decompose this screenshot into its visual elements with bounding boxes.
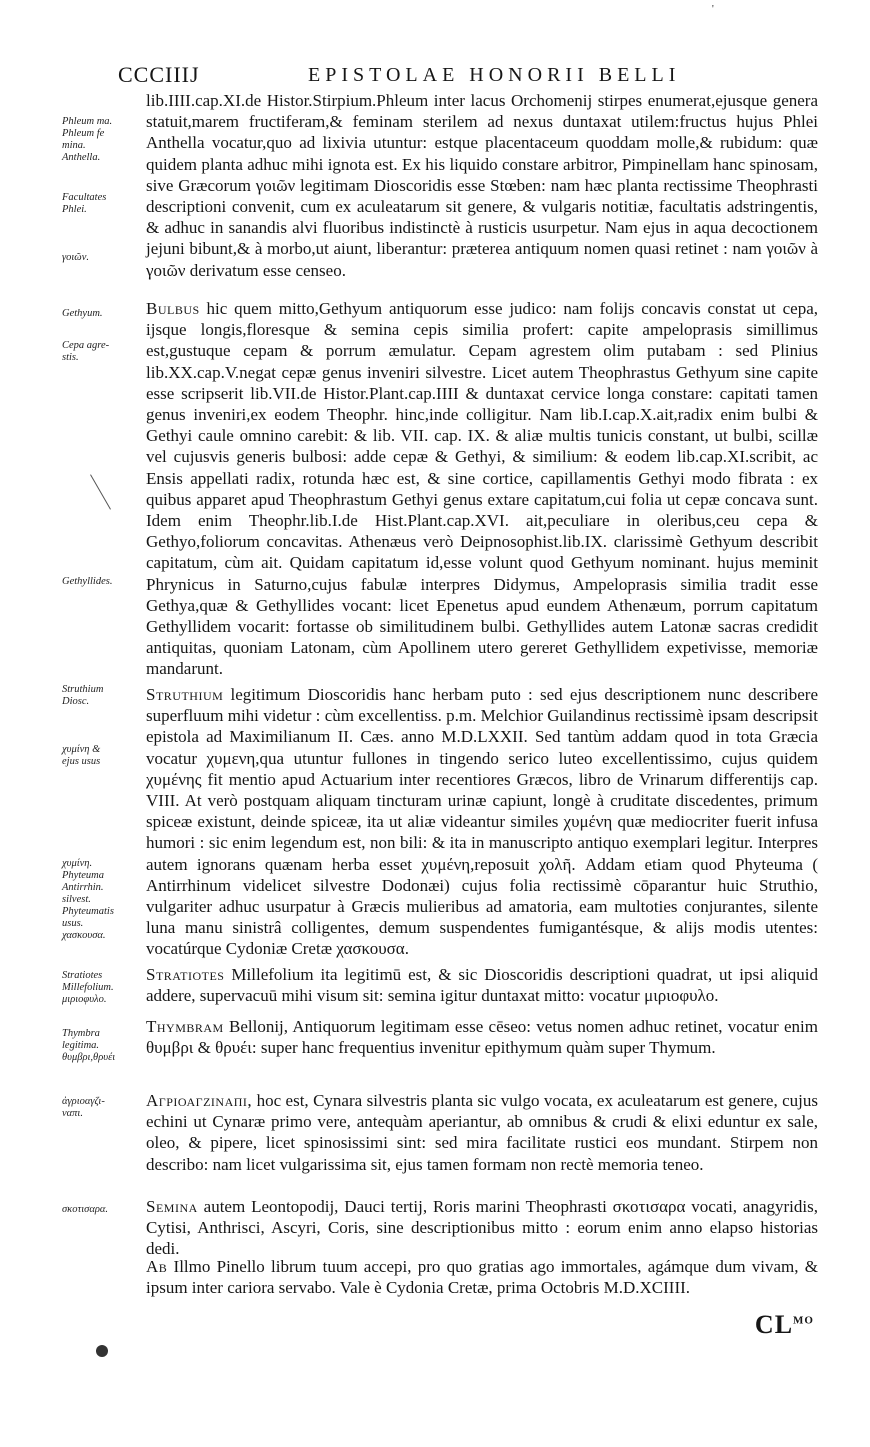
margin-line: legitima. (62, 1040, 100, 1051)
margin-line: ejus usus (62, 756, 101, 767)
margin-line: Phleum fe (62, 128, 105, 139)
margin-line: Phleum ma. (62, 116, 113, 127)
margin-line: usus. (62, 918, 84, 929)
margin-line: Phlei. (62, 204, 87, 215)
paragraph-text: hic quem mitto,Gethyum antiquorum esse judico: nam folijs concavis constat ut cepa, ijsque longis,floresque & semina cepis similia profert: capite ampeloprasis simillimus est,gustuque cepam & porrum æmulatur. Cepam agrestem olim putabam : sed Plinius lib.XX.cap.V.negat cepæ genus inveniri silvestre. Licet autem Theophrastus Gethyum sine capite esse scripserit lib.VII.de Histor.Plant.cap.IIII & duntaxat cervice longa constare: capitati tamen genus inveniri,ex eodem Theophr. hinc,inde colligitur. Nam lib.I.cap.X.ait,radix enim bulbi & Gethyi caule omnino carebit: & lib. VII. cap. IX. & aliæ multis tunicis constant, ut bulbi, scillæ vel cujusvis generis bulbosi: adde cepæ & Gethyi, & similium: & eodem lib.cap.XI.scribit, ac Ensis appellati radix, rotunda hæc est, & sine cortice, capillamentis Gethyi modo fibrata : ex quibus apparet apud Theophrastum Gethyi genus extare capitatum,cui folia ut cepæ concava sunt. Idem enim Theophr.lib.I.de Hist.Plant.cap.XVI. ait,peculiare in oleribus,ceu cepa & Gethyo,foliorum concavitas. Athenæus verò Deipnosophist.lib.IX. clarissimè Gethyum describit capitatum, cùm ait. Quidam capitatum id,esse volunt quod Gethyum nominant. hujus meminit Phrynicus in Saturno,cujus fabulæ interpres Didymus, Ampeloprasis similia tradit esse Gethya,quæ & Gethyllides vocant: licet Epenetus apud eundem Athenæum, porrum capitatum Gethyllidem vocarit: fortasse ob similitudinem bulbi. Gethyllides autem Latonæ sacras credidit antiquitas, quoniam Latonam, cùm Apollinem utero gereret Gethyllidem expetivisse, memoriæ mandarunt. (146, 299, 818, 679)
margin-line: Phyteuma (62, 870, 104, 881)
running-title: EPISTOLAE HONORII BELLI (308, 64, 681, 86)
catchword-signature (755, 1310, 814, 1340)
paragraph-thymbra (146, 1016, 818, 1058)
margin-line: χυμίνη & (62, 744, 101, 755)
margin-note-skotisara (62, 1204, 134, 1216)
margin-line: μιριοφυλο. (62, 994, 107, 1005)
paragraph-text: hoc est, Cynara silvestris planta sic vulgo vocata, ex aculeatarum est genere, cujus echini ut Cynaræ primo vere, antequàm aperiantur, ab omnibus & crudi & elixi eduntur ex sale, oleo, & pipere, licet spinosissimi sint: sed mira facilitate rustici eos mundant. Stirpem non describo: nam licet vulgarissima sit, ejus tamen formam non rectè memoria teneo. (146, 1091, 818, 1174)
paragraph-text: Bellonij, Antiquorum legitimam esse cēseo: vetus nomen adhuc retinet, vocatur enim θυμβρι & θρυέι: super hanc frequentius invenitur epithymum quàm super Thymum. (146, 1017, 818, 1058)
margin-line: θυμβρι,θρυέι (62, 1052, 116, 1063)
margin-line: mina. (62, 140, 86, 151)
paragraph-stratiotes (146, 964, 818, 1006)
paragraph-lead: Stratiotes (146, 965, 225, 984)
margin-line: silvest. (62, 894, 91, 905)
page-mark: ' (712, 4, 714, 15)
page-header (118, 62, 830, 88)
ink-speck (96, 1345, 108, 1357)
paragraph-phleum (146, 90, 818, 281)
folio-number: CCCIIIJ (118, 62, 200, 87)
margin-line: Cepa agre- (62, 340, 110, 351)
margin-line: Phyteumatis (62, 906, 114, 917)
signature-superscript: MO (793, 1314, 814, 1327)
paragraph-struthium (146, 684, 818, 960)
margin-line: Diosc. (62, 696, 90, 707)
margin-note-phyteuma (62, 858, 134, 942)
margin-line: Gethyllides. (62, 576, 113, 587)
margin-line: γοιῶν. (62, 252, 90, 263)
margin-note-gethyum (62, 308, 134, 320)
paragraph-lead: Semina (146, 1197, 198, 1216)
paragraph-lead: Struthium (146, 685, 224, 704)
margin-line: χυμίνη. (62, 858, 93, 869)
margin-line: Anthella. (62, 152, 101, 163)
paragraph-text: autem Leontopodij, Dauci tertij, Roris marini Theophrasti σκοτισαρα vocati, anagyridis, Cytisi, Anthrisci, Ascyri, Coris, sine descriptionibus mitto : eorum enim anno elapso historias dedi. (146, 1197, 818, 1259)
margin-line: ἀγριοαγζι- (62, 1096, 105, 1107)
paragraph-lead: Thymbram (146, 1017, 224, 1036)
margin-line: Facultates (62, 192, 107, 203)
margin-line: stis. (62, 352, 79, 363)
margin-note-facultates (62, 192, 134, 216)
margin-note-struthium (62, 684, 134, 708)
margin-line: Millefolium. (62, 982, 114, 993)
paragraph-lead: Ab (146, 1257, 168, 1276)
margin-line: Struthium (62, 684, 104, 695)
margin-line: σκοτισαρα. (62, 1204, 109, 1215)
margin-line: ναπι. (62, 1108, 83, 1119)
margin-note-gethyllides (62, 576, 134, 588)
margin-note-cepa (62, 340, 134, 364)
margin-note-thymbra (62, 1028, 134, 1064)
margin-note-chymene (62, 744, 134, 768)
margin-note-goion (62, 252, 134, 264)
margin-line: Antirrhin. (62, 882, 104, 893)
margin-line: Gethyum. (62, 308, 103, 319)
margin-line: Thymbra (62, 1028, 100, 1039)
paragraph-lead: Bulbus (146, 299, 200, 318)
margin-note-phleum (62, 116, 134, 164)
margin-line: Stratiotes (62, 970, 103, 981)
signature-text: CL (754, 1310, 794, 1339)
margin-note-stratiotes (62, 970, 134, 1006)
paragraph-semina (146, 1196, 818, 1260)
paragraph-agrioanzinapi (146, 1090, 818, 1175)
paragraph-bulbus (146, 298, 818, 680)
margin-note-agrioanzinapi (62, 1096, 134, 1120)
paragraph-text: Illmo Pinello librum tuum accepi, pro quo gratias ago immortales, agámque dum vivam, & ipsum inter cariora servabo. Vale è Cydonia Cretæ, prima Octobris M.D.XCIIII. (146, 1257, 818, 1298)
paragraph-closing (146, 1256, 818, 1298)
paragraph-text: legitimum Dioscoridis hanc herbam puto : sed ejus descriptionem nunc describere superfluum mihi videtur : cùm excellentiss. p.m. Melchior Guilandinus rectissimè ipsam descripsit epistola ad Maximilianum II. Cæs. anno M.D.LXXII. Sed tantùm addam quod in tota Græcia vocatur χυμενη,qua utuntur fullones in tingendo serico luteo excellentissimo, cujus quidem χυμένης fit mentio apud Actuarium inter recentiores Græcos, libro de Vrinarum differentijs cap. VIII. At verò postquam aliquam tincturam urinæ capiunt, longè à cruditate discedentes, primum spiceæ existunt, deinde spiceæ, ita ut aliæ videantur similes χυμένη quæ mediocriter fuerit infusa humori : sic enim legendum est, non bili: & ita in manuscripto antiquo exemplari legitur. Interpres autem ignorans quænam herba esset χυμένη,reposuit χολῆ. Addam etiam quod Phyteuma ( Antirrhinum videlicet silvestre Dodonæi) cujus folia rectissimè cōparantur huic Struthio, vulgariter adhuc usurpatur à Græcis mulieribus ad amatoria, eam multoties conjurantes, silente luna manu sinistrâ colligentes, demum suspendentes fumigantésque, & alijs modis utentes: vocatúrque Cydoniæ Cretæ χασκουσα. (146, 685, 818, 959)
margin-line: χασκουσα. (62, 930, 106, 941)
paragraph-lead: Αγριοαγζιναπι, (146, 1091, 253, 1110)
paragraph-text: lib.IIII.cap.XI.de Histor.Stirpium.Phleum inter lacus Orchomenij stirpes enumerat,ejusque genera statuit,marem fructiferam,& feminam sterilem ad nexus duntaxat utilem:fructus hujus Phlei Anthella vocatur,quo ad lixivia utuntur: estque placentaceum quoddam molle,& rubidum: quæ quidem planta adhuc mihi ignota est. Ex his liquido constare arbitror, Pimpinellam hanc spinosam, sive Græcorum γοιῶν legitimam Dioscoridis esse Stœben: nam hæc planta rectissime Theophrasti descriptioni convenit, cum ex aculeatarum sit genere, & vulgaris notitiæ, facultatis adstringentis, & adhuc in sanandis alvi fluoribus indistinctè à rusticis usurpetur. Nam ejus in aqua decoctionem jejuni bibunt,& à morbo,ut aiunt, liberantur: præterea antiquum nomen quasi retinet : nam γοιῶν à γοιῶν derivatum esse censeo. (146, 91, 818, 280)
paragraph-text: Millefolium ita legitimū est, & sic Dioscoridis descriptioni quadrat, ut ipsi aliquid addere, supervacuū mihi visum sit: semina igitur duntaxat mitto: vocatur μιριοφυλο. (146, 965, 818, 1006)
margin-stroke (90, 474, 111, 509)
